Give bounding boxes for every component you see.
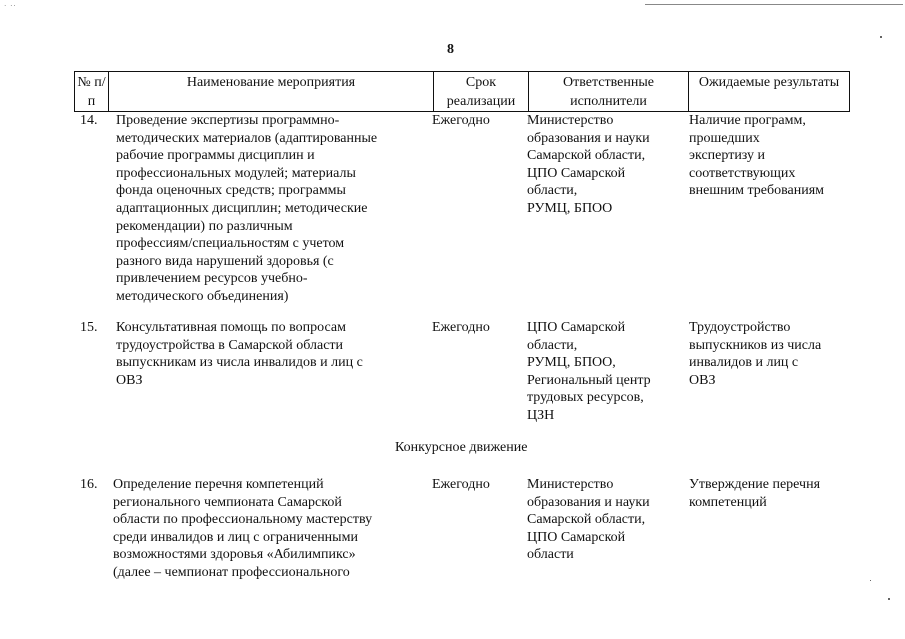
row-executors: ЦПО Самарской области, РУМЦ, БПОО, Региональный центр трудовых ресурсов, ЦЗН bbox=[527, 320, 651, 423]
row-name: Определение перечня компетенций регионального чемпионата Самарской области по профессиональному мастерству среди инвалидов и лиц с ограниченными возможностями здоровья «Абилимпикс» (далее – чемпионат профессионального bbox=[113, 477, 373, 580]
section-title: Конкурсное движение bbox=[395, 440, 528, 455]
scan-speck bbox=[888, 598, 890, 600]
row-results: Утверждение перечня компетенций bbox=[689, 477, 821, 510]
row-results: Наличие программ, прошедших экспертизу и соответствующих внешним требованиям bbox=[689, 113, 824, 199]
header-term: Срок реализации bbox=[434, 72, 529, 112]
row-term: Ежегодно bbox=[432, 320, 490, 335]
scan-speck bbox=[880, 36, 882, 38]
row-term: Ежегодно bbox=[432, 477, 490, 492]
row-num: 15. bbox=[80, 320, 98, 335]
header-executors: Ответственные исполнители bbox=[529, 72, 689, 112]
table-header bbox=[74, 71, 850, 112]
row-results: Трудоустройство выпускников из числа инвалидов и лиц с ОВЗ bbox=[689, 320, 822, 388]
page-number: 8 bbox=[447, 42, 454, 57]
row-num: 14. bbox=[80, 113, 98, 128]
row-executors: Министерство образования и науки Самарской области, ЦПО Самарской области, РУМЦ, БПОО bbox=[527, 113, 650, 216]
scan-artifact: · ·· bbox=[4, 2, 17, 10]
row-name: Консультативная помощь по вопросам трудоустройства в Самарской области выпускникам из числа инвалидов и лиц с ОВЗ bbox=[116, 320, 363, 388]
row-name: Проведение экспертизы программно- методических материалов (адаптированные рабочие программы дисциплин и профессиональных модулей; материалы фонда оценочных средств; программы адаптационных дисциплин; методические рекомендации) по различным профессиям/специальностям с учетом разного вида нарушений здоровья (с привлечением ресурсов учебно- методического объединения) bbox=[116, 113, 378, 304]
row-term: Ежегодно bbox=[432, 113, 490, 128]
row-executors: Министерство образования и науки Самарской области, ЦПО Самарской области bbox=[527, 477, 650, 563]
header-name: Наименование мероприятия bbox=[109, 72, 434, 112]
header-results: Ожидаемые результаты bbox=[689, 72, 850, 112]
row-num: 16. bbox=[80, 477, 98, 492]
scan-speck bbox=[870, 580, 871, 581]
scan-line bbox=[645, 4, 903, 5]
header-num: № п/п bbox=[75, 72, 109, 112]
